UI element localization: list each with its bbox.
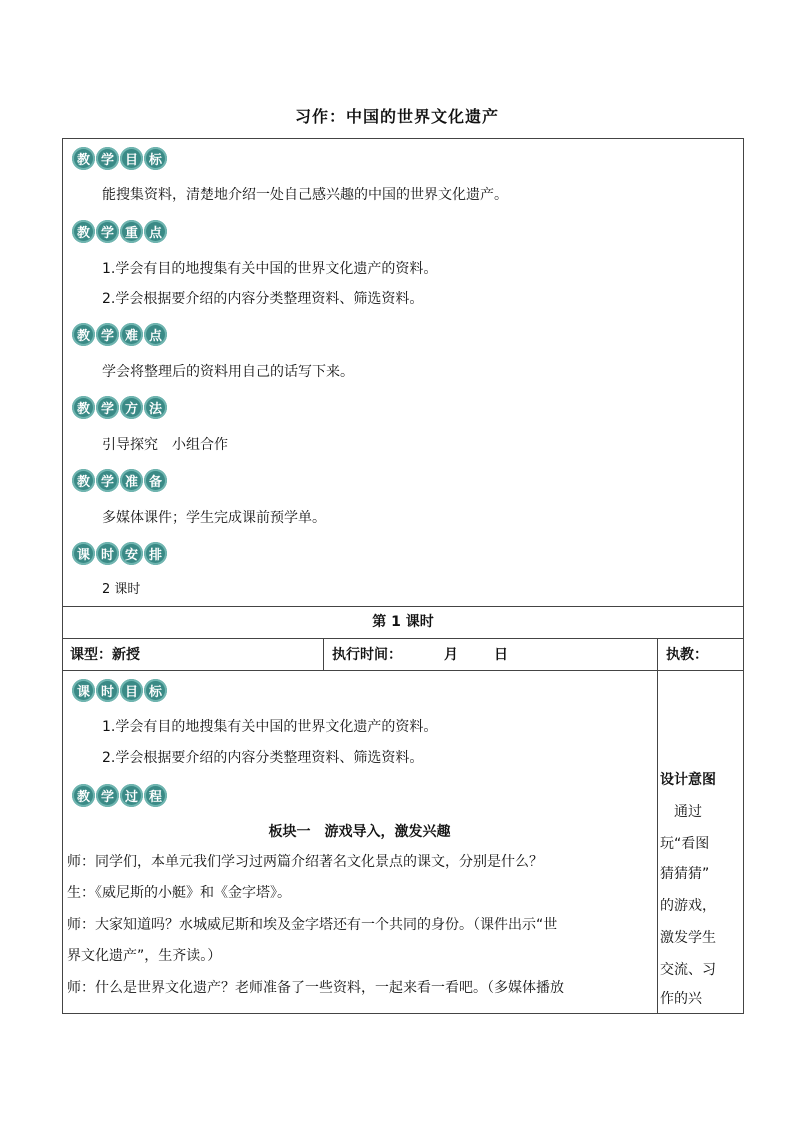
divider <box>657 638 658 1014</box>
divider <box>62 606 744 607</box>
badge-char: 法 <box>144 396 167 419</box>
dialogue-line: 师：什么是世界文化遗产？老师准备了一些资料，一起来看一看吧。（多媒体播放 <box>67 980 564 996</box>
badge-schedule <box>72 542 167 565</box>
badge-preparation <box>72 469 167 492</box>
prepare-text: 多媒体课件；学生完成课前预学单。 <box>102 510 326 526</box>
badge-char: 教 <box>72 396 95 419</box>
schedule-text: 2 课时 <box>102 582 141 597</box>
key-item: 2.学会根据要介绍的内容分类整理资料、筛选资料。 <box>102 291 424 307</box>
page-title: 习作：中国的世界文化遗产 <box>294 107 499 126</box>
badge-char: 学 <box>96 469 119 492</box>
badge-char: 标 <box>144 147 167 170</box>
badge-char: 备 <box>144 469 167 492</box>
badge-char: 教 <box>72 220 95 243</box>
design-intent-line: 交流、习 <box>660 962 716 978</box>
dialogue-line: 生：《威尼斯的小艇》和《金字塔》。 <box>67 885 291 901</box>
badge-char: 准 <box>120 469 143 492</box>
design-intent-line: 玩“看图 <box>660 836 710 852</box>
badge-method <box>72 396 167 419</box>
badge-char: 目 <box>120 147 143 170</box>
badge-char: 时 <box>96 679 119 702</box>
badge-char: 时 <box>96 542 119 565</box>
badge-char: 点 <box>144 323 167 346</box>
badge-process <box>72 784 167 807</box>
difficulty-text: 学会将整理后的资料用自己的话写下来。 <box>102 364 354 380</box>
divider <box>323 638 324 670</box>
design-intent-line: 通过 <box>660 804 702 820</box>
badge-teaching-goal <box>72 147 167 170</box>
goal-text: 能搜集资料，清楚地介绍一处自己感兴趣的中国的世界文化遗产。 <box>102 187 508 203</box>
badge-char: 学 <box>96 147 119 170</box>
lesson-type: 课型：新授 <box>70 647 140 663</box>
badge-char: 安 <box>120 542 143 565</box>
badge-key-points <box>72 220 167 243</box>
teacher-label: 执教： <box>666 647 708 663</box>
badge-char: 难 <box>120 323 143 346</box>
badge-char: 学 <box>96 323 119 346</box>
design-intent-heading: 设计意图 <box>660 772 716 788</box>
badge-char: 学 <box>96 220 119 243</box>
method-text: 引导探究 小组合作 <box>102 437 228 453</box>
lesson-goal-item: 2.学会根据要介绍的内容分类整理资料、筛选资料。 <box>102 750 424 766</box>
design-intent-line: 激发学生 <box>660 930 716 946</box>
badge-difficulty <box>72 323 167 346</box>
badge-lesson-goal <box>72 679 167 702</box>
lesson-header: 第 1 课时 <box>372 614 434 630</box>
dialogue-line: 界文化遗产”，生齐读。） <box>67 948 222 964</box>
lesson-goal-item: 1.学会有目的地搜集有关中国的世界文化遗产的资料。 <box>102 719 438 735</box>
badge-char: 程 <box>144 784 167 807</box>
month-label: 月 <box>444 647 458 663</box>
badge-char: 教 <box>72 469 95 492</box>
divider <box>62 638 744 639</box>
key-item: 1.学会有目的地搜集有关中国的世界文化遗产的资料。 <box>102 261 438 277</box>
badge-char: 课 <box>72 679 95 702</box>
badge-char: 排 <box>144 542 167 565</box>
dialogue-line: 师：同学们，本单元我们学习过两篇介绍著名文化景点的课文，分别是什么？ <box>67 854 543 870</box>
badge-char: 目 <box>120 679 143 702</box>
day-label: 日 <box>494 647 508 663</box>
badge-char: 方 <box>120 396 143 419</box>
badge-char: 点 <box>144 220 167 243</box>
badge-char: 重 <box>120 220 143 243</box>
execution-time-label: 执行时间： <box>332 647 402 663</box>
dialogue-line: 师：大家知道吗？水城威尼斯和埃及金字塔还有一个共同的身份。（课件出示“世 <box>67 917 558 933</box>
badge-char: 教 <box>72 147 95 170</box>
section-title: 板块一 游戏导入，激发兴趣 <box>268 824 451 840</box>
badge-char: 教 <box>72 784 95 807</box>
design-intent-line: 的游戏， <box>660 898 716 914</box>
badge-char: 标 <box>144 679 167 702</box>
badge-char: 学 <box>96 396 119 419</box>
badge-char: 教 <box>72 323 95 346</box>
design-intent-line: 猜猜猜” <box>660 866 710 882</box>
design-intent-line: 作的兴 <box>660 991 702 1007</box>
divider <box>62 670 744 671</box>
badge-char: 课 <box>72 542 95 565</box>
badge-char: 过 <box>120 784 143 807</box>
badge-char: 学 <box>96 784 119 807</box>
